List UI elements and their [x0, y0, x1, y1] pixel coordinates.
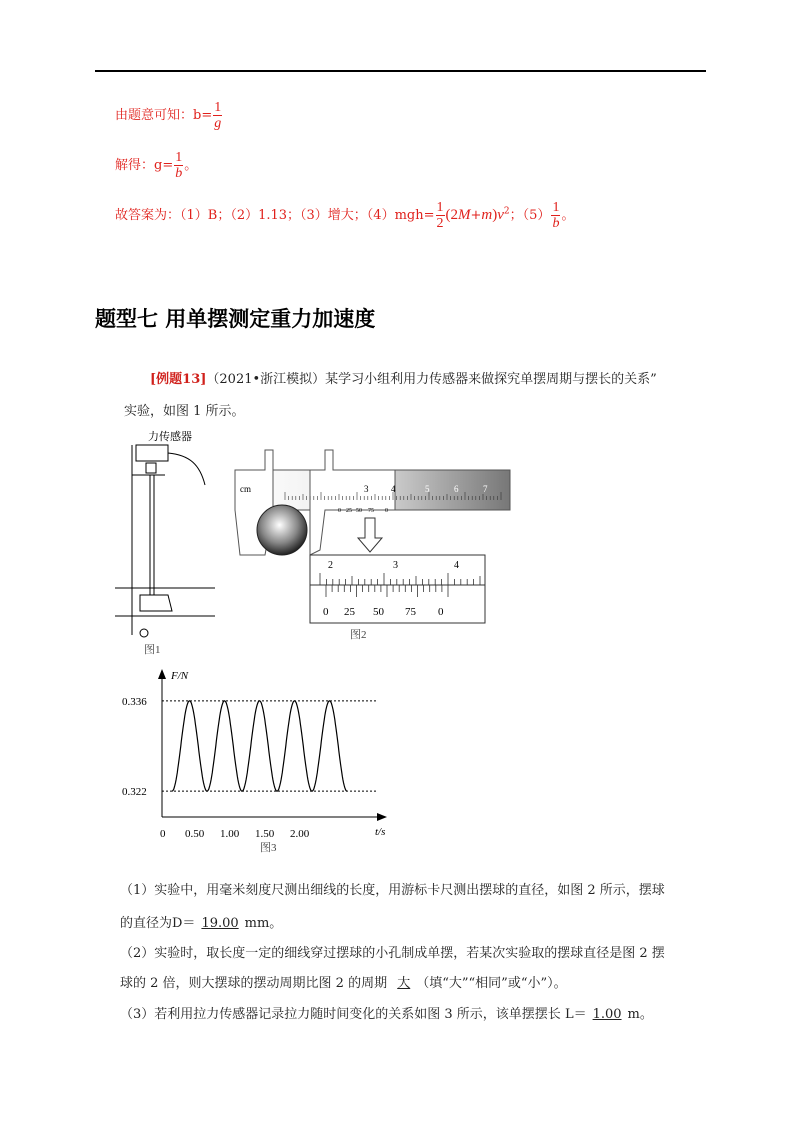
answer-text: 由题意可知：b= — [115, 108, 213, 123]
sliding-jaw — [310, 450, 395, 555]
y-axis-arrow-icon — [158, 669, 166, 679]
answer-line-1 — [115, 100, 223, 131]
answer-line-3: 故答案为：（1）B；（2）1.13；（3）增大；（4）mgh= $\frac{1}{2}$ $(2M+m)v^2$；（5） $\frac{1}{b}$ 。 — [115, 200, 575, 231]
section-title: 题型七 用单摆测定重力加速度 — [95, 307, 376, 331]
question-1-line-2: 的直径为D＝ 19.00 mm。 — [120, 916, 283, 931]
x-tick-1.00: 1.00 — [220, 828, 240, 840]
example-tag: [例题13] — [150, 372, 207, 387]
main-tick-6: 6 — [454, 484, 459, 494]
zoom-vernier-25: 25 — [344, 606, 355, 618]
figure-3-chart — [115, 665, 405, 855]
figure-2-caliper — [225, 440, 515, 645]
main-tick-3: 3 — [364, 484, 369, 494]
fraction-1-over-b: $\frac{1}{b}$ — [175, 150, 183, 181]
figure-2-caption: 图2 — [350, 629, 367, 641]
example-intro-2: 实验，如图 1 所示。 — [124, 404, 245, 419]
cm-label: cm — [240, 484, 251, 494]
fraction-1-over-g: $\frac{1}{g}$ — [214, 100, 222, 131]
sensor-label: 力传感器 — [148, 431, 192, 443]
small-vernier-75: 75 — [368, 508, 374, 514]
example-intro: [例题13]（2021•浙江模拟）某学习小组利用力传感器来做探究单摆周期与摆长的关系” — [150, 372, 657, 387]
sensor-clip — [146, 463, 156, 473]
pendulum-base — [140, 595, 172, 611]
force-series-line — [172, 701, 347, 791]
fraction-1-over-b-2: $\frac{1}{b}$ — [552, 200, 560, 231]
x-tick-1.50: 1.50 — [255, 828, 275, 840]
fraction-half: $\frac{1}{2}$ — [436, 200, 444, 231]
zoom-vernier-0: 0 — [323, 606, 329, 618]
question-3-line-1: （3）若利用拉力传感器记录拉力随时间变化的关系如图 3 所示，该单摆摆长 L＝ 1.00 m。 — [120, 1007, 653, 1022]
main-tick-5: 5 — [425, 484, 430, 494]
zoom-vernier-50: 50 — [373, 606, 384, 618]
x-tick-0: 0 — [160, 828, 166, 840]
zoom-vernier-end: 0 — [438, 606, 444, 618]
pendulum-bob — [140, 629, 148, 637]
answer-text: 解得：g= — [115, 158, 174, 173]
measured-ball — [257, 505, 307, 555]
zoom-main-4: 4 — [454, 560, 459, 571]
question-2-line-2: 球的 2 倍，则大摆球的摆动周期比图 2 的周期 大 （填“大”“相同”或“小”）。 — [120, 976, 567, 991]
header-rule — [95, 70, 706, 72]
small-vernier-25: 25 — [346, 508, 352, 514]
question-2-line-1: （2）实验时，取长度一定的细线穿过摆球的小孔制成单摆，若某次实验取的摆球直径是图 2 摆 — [120, 946, 665, 961]
y-tick-max: 0.336 — [122, 695, 147, 708]
y-axis-label: F/N — [171, 670, 189, 682]
small-vernier-0: 0 — [338, 508, 341, 514]
answer-diameter: 19.00 — [201, 916, 239, 931]
x-tick-0.50: 0.50 — [185, 828, 205, 840]
x-axis-arrow-icon — [377, 813, 387, 821]
figure-3-caption: 图3 — [260, 842, 277, 854]
question-1-line-1: （1）实验中，用毫米刻度尺测出细线的长度，用游标卡尺测出摆球的直径，如图 2 所示，摆球 — [120, 883, 665, 898]
main-tick-7: 7 — [483, 484, 488, 494]
answer-period: 大 — [397, 976, 411, 991]
zoom-main-2: 2 — [328, 560, 333, 571]
small-vernier-50: 50 — [356, 508, 362, 514]
zoom-arrow-icon — [358, 518, 382, 552]
sensor-cable — [168, 453, 205, 485]
force-sensor-box — [136, 445, 168, 461]
answer-length: 1.00 — [592, 1007, 622, 1022]
x-tick-2.00: 2.00 — [290, 828, 310, 840]
main-tick-4: 4 — [391, 484, 396, 494]
x-axis-label: t/s — [375, 826, 386, 838]
zoom-vernier-75: 75 — [405, 606, 416, 618]
zoom-main-3: 3 — [393, 560, 398, 571]
answer-line-2: 解得：g= $\frac{1}{b}$ 。 — [115, 150, 198, 181]
figure-1-pendulum — [110, 425, 220, 655]
figure-1-caption: 图1 — [144, 644, 161, 655]
small-vernier-end: 0 — [385, 508, 388, 514]
answer-text: 故答案为：（1）B；（2）1.13；（3）增大；（4）mgh= — [115, 208, 435, 223]
y-tick-min: 0.322 — [122, 786, 147, 799]
